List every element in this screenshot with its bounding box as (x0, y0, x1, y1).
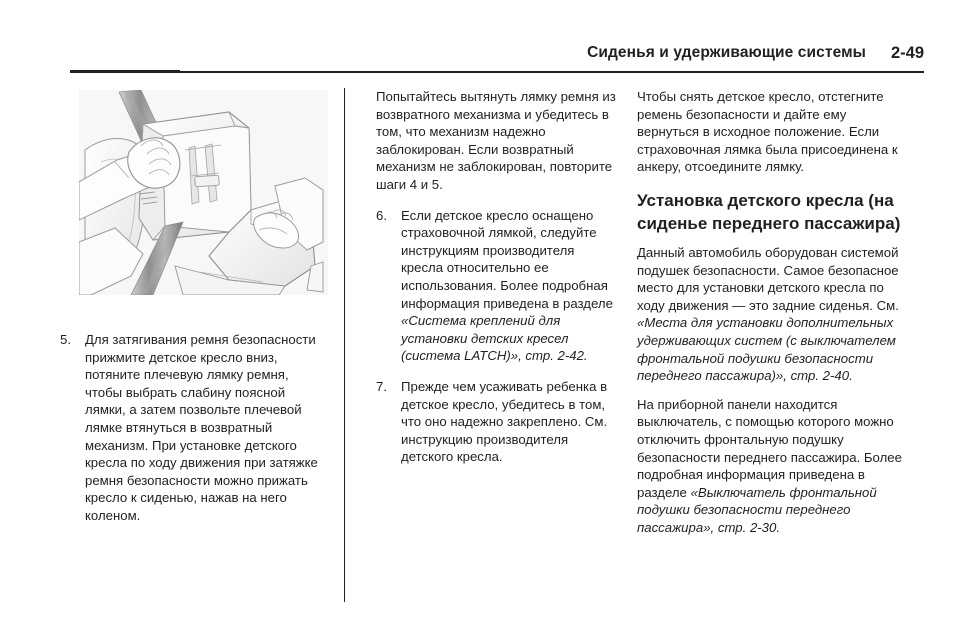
column-divider (344, 88, 345, 602)
header-rule-thick (70, 70, 180, 73)
header-rule-thin (70, 71, 924, 73)
child-seat-illustration (79, 90, 328, 295)
list-item-text: Для затягивания ремня безопасности прижмите детское кресло вниз, потяните плечевую лямку ремня, чтобы выбрать слабину поясной лямки, а затем позвольте плечевой лямке втянуться в возвратный механизм. При установке детского кресла по ходу движения при затяжке ремня безопасности можно прижать кресло к сиденью, нажав на него коленом. (85, 332, 318, 523)
middle-column (376, 88, 619, 479)
cross-reference: «Выключатель фронтальной подушки безопасности переднего пассажира», стр. 2-30. (637, 484, 877, 535)
middle-intro-paragraph: Попытайтесь вытянуть лямку ремня из возвратного механизма и убедитесь в том, что механизм надежно заблокирован. Если возвратный механизм не заблокирован, повторите шаги 4 и 5. (376, 89, 616, 192)
right-paragraph-2-text: На приборной панели находится выключатель, с помощью которого можно отключить фронтальную подушку безопасности переднего пассажира. Более подробная информация приведена в разделе (637, 396, 902, 500)
right-paragraph-1-text: Данный автомобиль оборудован системой подушек безопасности. Самое безопасное место для установки детского кресла по ходу движения — это задние сиденья. См. (637, 244, 899, 313)
list-item-text: Если детское кресло оснащено страховочной лямкой, следуйте инструкциям производителя кресла относительно ее использования. Более подробная информация приведена в разделе (401, 207, 613, 311)
list-item-marker: 6. (376, 207, 387, 223)
cross-reference: «Система креплений для установки детских кресел (система LATCH)», стр. 2-42. (401, 313, 588, 364)
right-paragraph-1 (637, 244, 909, 385)
list-item (376, 378, 619, 466)
page-header (0, 44, 954, 74)
list-item-marker: 5. (60, 332, 71, 347)
page-number: 2-49 (890, 44, 924, 62)
section-heading: Установка детского кресла (на сиденье переднего пассажира) (637, 190, 901, 233)
cross-reference: «Места для установки дополнительных удерживающих систем (с выключателем фронтальной подушки безопасности переднего пассажира)», стр. 2-40. (637, 315, 896, 384)
right-paragraph-2 (637, 396, 909, 537)
list-item-text: Прежде чем усаживать ребенка в детское кресло, убедитесь в том, что оно надежно закреплено. См. инструкцию производителя детского кресла. (401, 378, 608, 465)
right-column (637, 88, 909, 549)
list-item-marker: 7. (376, 378, 387, 394)
list-item (376, 207, 619, 365)
list-item (60, 331, 328, 525)
right-intro-paragraph: Чтобы снять детское кресло, отстегните ремень безопасности и дайте ему вернуться в исходное положение. Если страховочная лямка была присоединена к анкеру, отсоедините лямку. (637, 89, 898, 175)
left-column-list (60, 331, 328, 538)
header-section-title: Сиденья и удерживающие системы (587, 44, 866, 61)
